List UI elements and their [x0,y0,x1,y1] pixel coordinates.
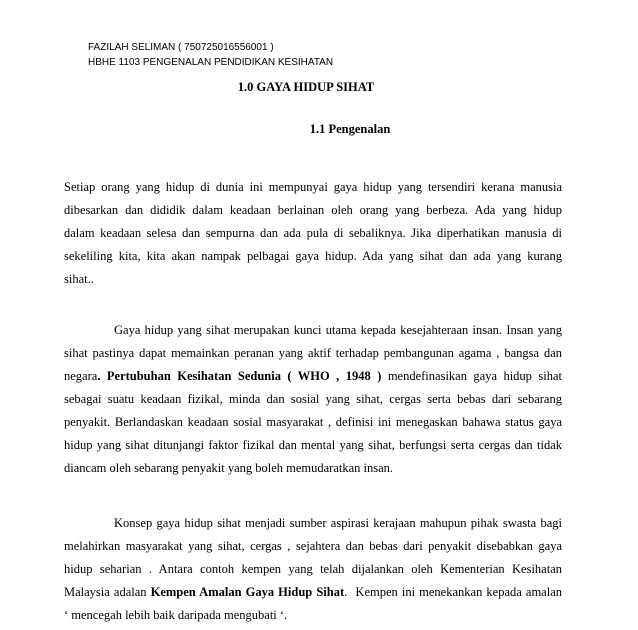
course-header: HBHE 1103 PENGENALAN PENDIDIKAN KESIHATAN [88,57,334,68]
text-run: . Kempen ini menekankan kepada amalan [344,585,562,599]
text-line [64,581,562,604]
text-run: mendefinasikan gaya hidup sihat [381,369,562,383]
text-line: Gaya hidup yang sihat merupakan kunci utama kepada kesejahteraan insan. Insan yang [114,323,562,337]
text-line: Setiap orang yang hidup di dunia ini mempunyai gaya hidup yang tersendiri kerana manusia [64,180,562,194]
paragraph-3 [64,512,562,627]
campaign-name: Kempen Amalan Gaya Hidup Sihat [150,585,345,599]
paragraph-1 [64,176,562,291]
text-line: penyakit. Berlandaskan keadaan sosial masyarakat , definisi ini menegaskan bahawa status gaya [64,415,562,429]
text-line: sihat.. [64,272,94,286]
text-line: dalam keadaan selesa dan sempurna dan ada pula di sebaliknya. Jika diperhatikan manusia di [64,226,562,240]
text-line: sekeliling kita, kita akan nampak pelbagai gaya hidup. Ada yang sihat dan ada yang kurang [64,249,562,263]
text-line: sebagai suatu keadaan fizikal, minda dan sosial yang sihat, cergas serta bebas dari sebarang [64,392,562,406]
text-run: negara [64,369,98,383]
text-line: hidup seharian . Antara contoh kempen yang telah dijalankan oleh Kementerian Kesihatan [64,562,562,576]
text-run: Malaysia adalan [64,585,151,599]
text-line: ‘ mencegah lebih baik daripada mengubati ‘. [64,608,288,622]
text-line: hidup yang sihat ditunjangi faktor fizikal dan mental yang sihat, berfungsi serta cergas dan tidak [64,438,562,452]
subsection-title: 1.1 Pengenalan [309,122,391,136]
text-line: dibesarkan dan dididik dalam keadaan berlainan oleh orang yang berbeza. Ada yang hidup [64,203,562,217]
author-header: FAZILAH SELIMAN ( 750725016556001 ) [88,42,274,53]
text-line: diancam oleh sebarang penyakit yang boleh memudaratkan insan. [64,461,394,475]
section-title: 1.0 GAYA HIDUP SIHAT [237,80,375,94]
text-line: melahirkan masyarakat yang sihat, cergas , sejahtera dan bebas dari penyakit disebabkan gaya [64,539,562,553]
who-reference: . Pertubuhan Kesihatan Sedunia ( WHO , 1948 ) [97,369,382,383]
paragraph-2 [64,319,562,480]
text-line: Konsep gaya hidup sihat menjadi sumber aspirasi kerajaan mahupun pihak swasta bagi [114,516,562,530]
text-line [64,365,562,388]
text-line: sihat pastinya dapat memainkan peranan yang aktif terhadap pembangunan agama , bangsa dan [64,346,562,360]
